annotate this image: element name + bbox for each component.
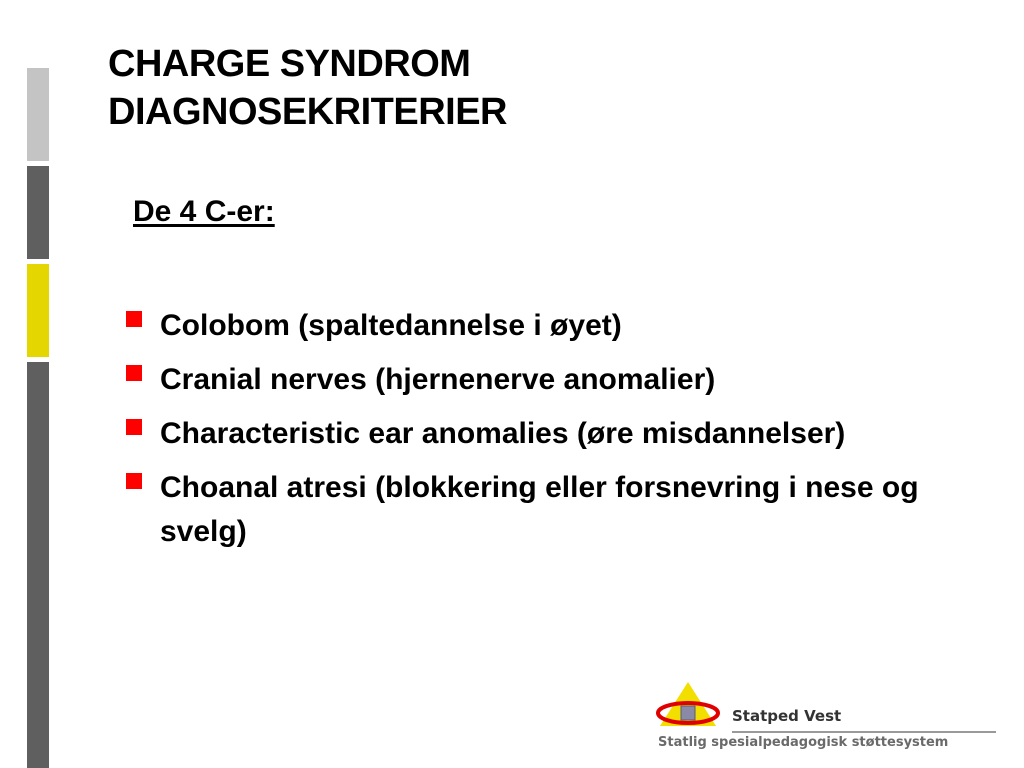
bullet-item-ear-anomalies (124, 412, 924, 456)
square-bullet-icon (126, 365, 142, 381)
slide-subtitle: De 4 C-er: (133, 195, 275, 228)
bullet-item-cranial-nerves (124, 358, 924, 402)
statped-logo (652, 680, 1002, 760)
bullet-item-choanal-atresi (124, 466, 924, 554)
bullet-text: Characteristic ear anomalies (øre misdannelser) (160, 417, 846, 450)
logo-divider (732, 731, 996, 733)
square-bullet-icon (126, 311, 142, 327)
slide-title-line-1: CHARGE SYNDROM (108, 43, 471, 85)
statped-logo-icon (652, 680, 732, 740)
side-bar-dark-long (27, 362, 49, 768)
square-bullet-icon (126, 419, 142, 435)
slide-title-line-2: DIAGNOSEKRITERIER (108, 91, 507, 133)
slide-title (108, 40, 507, 136)
bullet-text: Cranial nerves (hjernenerve anomalier) (160, 363, 716, 396)
bullet-text: Choanal atresi (blokkering eller forsnevring i nese og svelg) (160, 471, 919, 548)
bullet-text: Colobom (spaltedannelse i øyet) (160, 309, 622, 342)
side-bar-light (27, 68, 49, 161)
side-bar-yellow (27, 264, 49, 357)
logo-tagline: Statlig spesialpedagogisk støttesystem (658, 735, 949, 750)
logo-name: Statped Vest (732, 707, 842, 725)
side-bar-dark (27, 166, 49, 259)
bullet-item-colobom (124, 304, 924, 348)
square-bullet-icon (126, 473, 142, 489)
bullet-list (124, 304, 924, 564)
